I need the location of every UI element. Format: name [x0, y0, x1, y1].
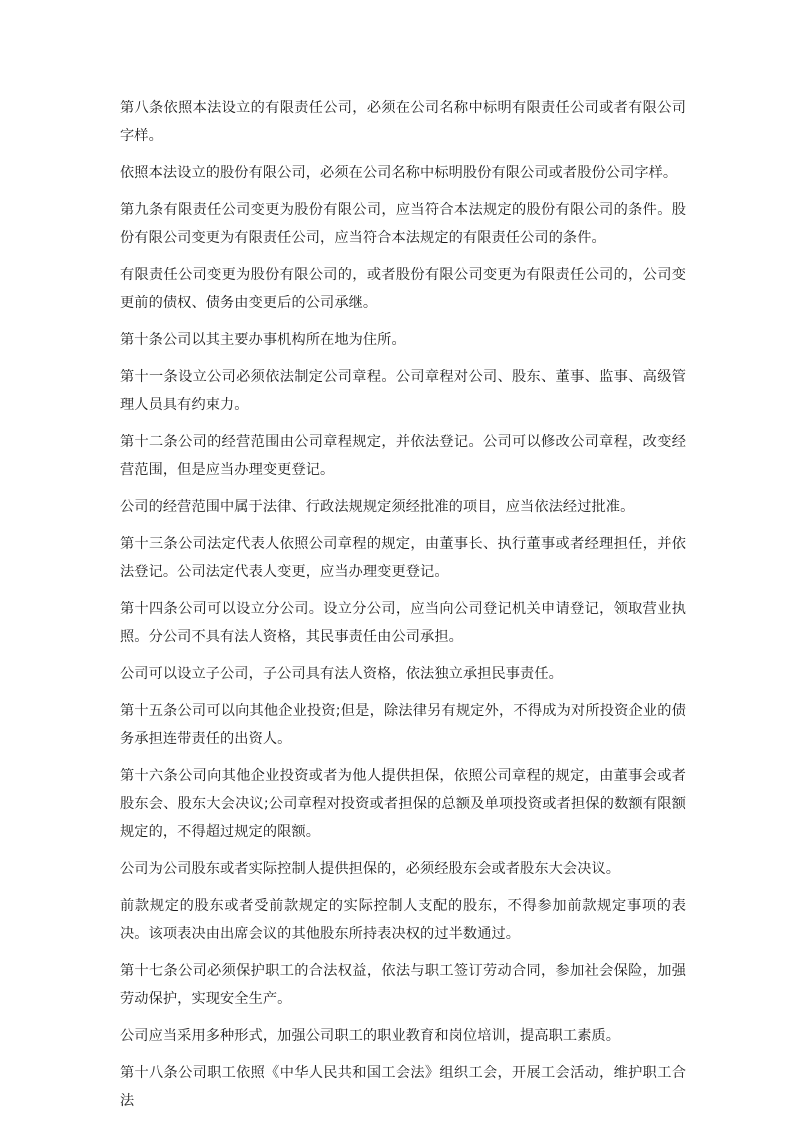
- paragraph-article-16-voting: 前款规定的股东或者受前款规定的实际控制人支配的股东，不得参加前款规定事项的表决。该项表决由出席会议的其他股东所持表决权的过半数通过。: [120, 898, 686, 942]
- paragraph-article-14: 第十四条公司可以设立分公司。设立分公司，应当向公司登记机关申请登记，领取营业执照。分公司不具有法人资格，其民事责任由公司承担。: [120, 601, 686, 645]
- paragraph-article-9-continued: 有限责任公司变更为股份有限公司的，或者股份有限公司变更为有限责任公司的，公司变更前的债权、债务由变更后的公司承继。: [120, 267, 686, 311]
- paragraph-article-18: 第十八条公司职工依照《中华人民共和国工会法》组织工会，开展工会活动，维护职工合法: [120, 1065, 686, 1109]
- paragraph-article-15: 第十五条公司可以向其他企业投资;但是，除法律另有规定外，不得成为对所投资企业的债务承担连带责任的出资人。: [120, 703, 686, 747]
- paragraph-article-12: 第十二条公司的经营范围由公司章程规定，并依法登记。公司可以修改公司章程，改变经营范围，但是应当办理变更登记。: [120, 434, 686, 478]
- paragraph-article-14-continued: 公司可以设立子公司，子公司具有法人资格，依法独立承担民事责任。: [120, 666, 563, 682]
- paragraph-article-17: 第十七条公司必须保护职工的合法权益，依法与职工签订劳动合同，参加社会保险，加强劳动保护，实现安全生产。: [120, 963, 686, 1007]
- paragraph-article-8: 第八条依照本法设立的有限责任公司，必须在公司名称中标明有限责任公司或者有限公司字样。: [120, 100, 686, 144]
- paragraph-article-12-continued: 公司的经营范围中属于法律、行政法规规定须经批准的项目，应当依法经过批准。: [120, 499, 635, 515]
- paragraph-article-10: 第十条公司以其主要办事机构所在地为住所。: [120, 332, 406, 348]
- paragraph-article-16: 第十六条公司向其他企业投资或者为他人提供担保，依照公司章程的规定，由董事会或者股东会、股东大会决议;公司章程对投资或者担保的总额及单项投资或者担保的数额有限额规定的，不得超过规定的限额。: [120, 768, 686, 840]
- paragraph-article-13: 第十三条公司法定代表人依照公司章程的规定，由董事长、执行董事或者经理担任，并依法登记。公司法定代表人变更，应当办理变更登记。: [120, 536, 686, 580]
- paragraph-article-9: 第九条有限责任公司变更为股份有限公司，应当符合本法规定的股份有限公司的条件。股份有限公司变更为有限责任公司，应当符合本法规定的有限责任公司的条件。: [120, 202, 686, 246]
- document-body: [120, 94, 686, 1124]
- paragraph-article-11: 第十一条设立公司必须依法制定公司章程。公司章程对公司、股东、董事、监事、高级管理人员具有约束力。: [120, 369, 686, 413]
- paragraph-joint-stock-naming: 依照本法设立的股份有限公司，必须在公司名称中标明股份有限公司或者股份公司字样。: [120, 165, 678, 181]
- paragraph-article-17-continued: 公司应当采用多种形式，加强公司职工的职业教育和岗位培训，提高职工素质。: [120, 1028, 621, 1044]
- paragraph-article-16-guarantee: 公司为公司股东或者实际控制人提供担保的，必须经股东会或者股东大会决议。: [120, 861, 621, 877]
